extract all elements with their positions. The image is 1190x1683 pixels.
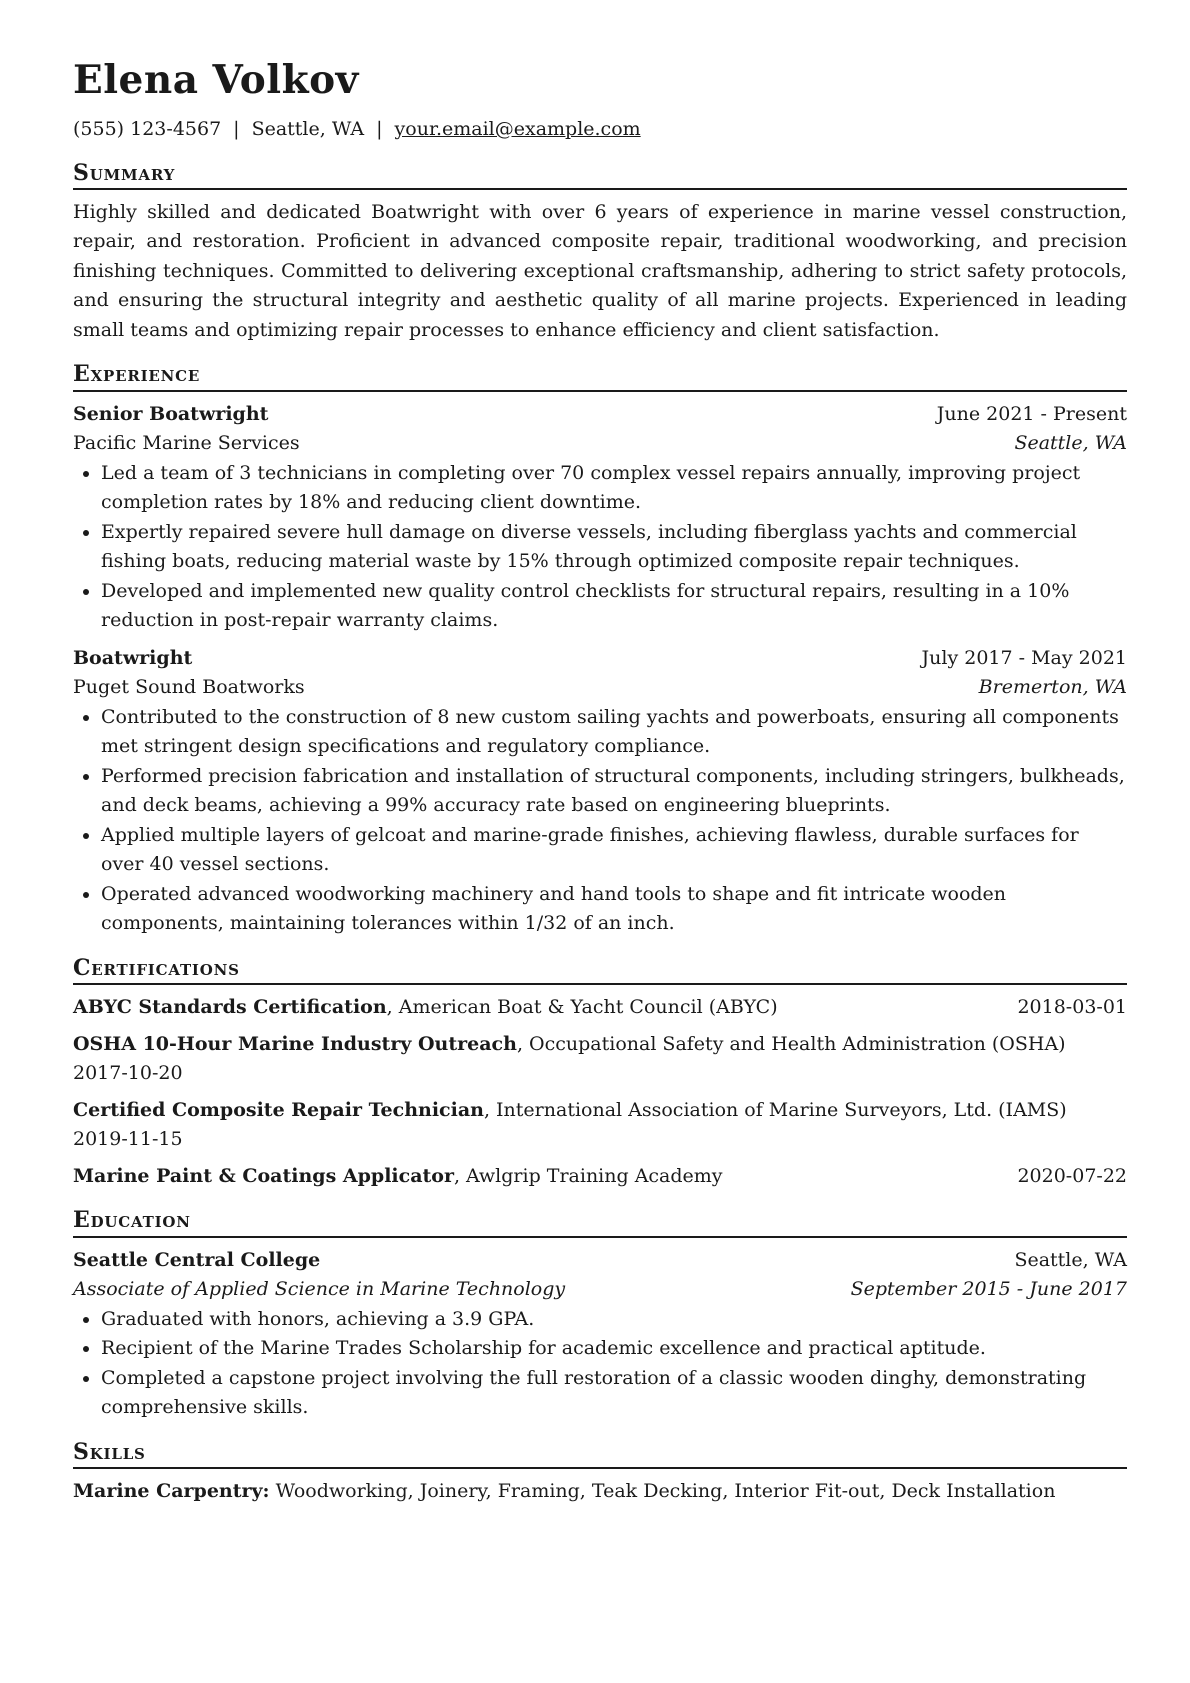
education-bullets	[73, 1305, 1127, 1423]
summary-section	[73, 160, 1127, 346]
job-location: Bremerton, WA	[978, 676, 1127, 699]
bullet-item: • Recipient of the Marine Trades Scholarship for academic excellence and practical aptitude.	[101, 1334, 1127, 1364]
cert-name: Marine Paint & Coatings Applicator	[73, 1164, 454, 1187]
bullet-item: • Expertly repaired severe hull damage on diverse vessels, including fiberglass yachts and commercial fishing boats, reducing material waste by 15% through optimized composite repair techniques.	[101, 518, 1127, 577]
cert-name: Certified Composite Repair Technician	[73, 1098, 484, 1121]
section-title-education: Education	[73, 1207, 1127, 1237]
cert-issuer: , International Association of Marine Surveyors, Ltd. (IAMS)	[483, 1098, 1067, 1121]
cert-date: 2019-11-15	[73, 1128, 183, 1151]
job-bullets	[73, 459, 1127, 636]
certifications-section	[73, 955, 1127, 1191]
section-title-experience: Experience	[73, 361, 1127, 391]
cert-issuer: , Awlgrip Training Academy	[453, 1164, 723, 1187]
skills-line	[73, 1477, 1127, 1507]
section-title-summary: Summary	[73, 160, 1127, 190]
separator: |	[233, 117, 240, 140]
location: Seattle, WA	[251, 117, 365, 140]
summary-text: Highly skilled and dedicated Boatwright with over 6 years of experience in marine vessel construction, repair, and restoration. Proficient in advanced composite repair, traditional woodworking, and precision finishing techniques. Committed to delivering exceptional craftsmanship, adhering to strict safety protocols, and ensuring the structural integrity and aesthetic quality of all marine projects. Experienced in leading small teams and optimizing repair processes to enhance efficiency and client satisfaction.	[73, 200, 1127, 341]
bullet-item: • Performed precision fabrication and installation of structural components, including stringers, bulkheads, and deck beams, achieving a 99% accuracy rate based on engineering blueprints.	[101, 762, 1127, 821]
cert-issuer: , American Boat & Yacht Council (ABYC)	[386, 996, 778, 1019]
job-company: Pacific Marine Services	[73, 432, 300, 455]
education-dates: September 2015 - June 2017	[850, 1278, 1127, 1301]
certification-item	[73, 1096, 1127, 1155]
bullet-item: • Graduated with honors, achieving a 3.9 GPA.	[101, 1305, 1127, 1335]
bullet-item: • Operated advanced woodworking machinery and hand tools to shape and fit intricate wooden components, maintaining tolerances within 1/32 of an inch.	[101, 880, 1127, 939]
job-entry	[73, 644, 1127, 939]
school-location: Seattle, WA	[1014, 1248, 1127, 1271]
candidate-name: Elena Volkov	[73, 57, 359, 103]
resume-page	[73, 58, 1127, 1506]
certification-item	[73, 1030, 1127, 1089]
email-link[interactable]: your.email@example.com	[394, 117, 641, 140]
experience-section	[73, 361, 1127, 938]
education-section	[73, 1207, 1127, 1422]
skill-list: Woodworking, Joinery, Framing, Teak Decking, Interior Fit-out, Deck Installation	[269, 1479, 1056, 1502]
separator: |	[376, 117, 383, 140]
bullet-item: • Developed and implemented new quality control checklists for structural repairs, resulting in a 10% reduction in post-repair warranty claims.	[101, 577, 1127, 636]
cert-name: OSHA 10-Hour Marine Industry Outreach	[73, 1032, 517, 1055]
section-title-certifications: Certifications	[73, 955, 1127, 985]
skills-section	[73, 1439, 1127, 1507]
job-company: Puget Sound Boatworks	[73, 676, 305, 699]
job-location: Seattle, WA	[1014, 432, 1127, 455]
bullet-item: • Contributed to the construction of 8 new custom sailing yachts and powerboats, ensuring all components met stringent design specifications and regulatory compliance.	[101, 703, 1127, 762]
cert-date: 2017-10-20	[73, 1062, 183, 1085]
bullet-item: • Completed a capstone project involving the full restoration of a classic wooden dinghy, demonstrating comprehensive skills.	[101, 1364, 1127, 1423]
job-entry	[73, 400, 1127, 636]
degree: Associate of Applied Science in Marine Technology	[73, 1278, 566, 1301]
certification-item	[73, 1162, 1127, 1192]
job-role: Boatwright	[73, 646, 193, 669]
skill-category: Marine Carpentry:	[73, 1479, 270, 1502]
certification-item	[73, 993, 1127, 1023]
contact-line	[73, 117, 1127, 142]
job-dates: July 2017 - May 2021	[921, 646, 1127, 669]
bullet-item: • Led a team of 3 technicians in completing over 70 complex vessel repairs annually, improving project completion rates by 18% and reducing client downtime.	[101, 459, 1127, 518]
bullet-item: • Applied multiple layers of gelcoat and marine-grade finishes, achieving flawless, durable surfaces for over 40 vessel sections.	[101, 821, 1127, 880]
cert-date: 2020-07-22	[1017, 1164, 1127, 1187]
job-bullets	[73, 703, 1127, 939]
school-name: Seattle Central College	[73, 1248, 321, 1271]
job-dates: June 2021 - Present	[936, 402, 1127, 425]
job-role: Senior Boatwright	[73, 402, 269, 425]
phone: (555) 123-4567	[73, 117, 222, 140]
section-title-skills: Skills	[73, 1439, 1127, 1469]
cert-date: 2018-03-01	[1017, 996, 1127, 1019]
cert-issuer: , Occupational Safety and Health Administration (OSHA)	[516, 1032, 1066, 1055]
cert-name: ABYC Standards Certification	[73, 996, 387, 1019]
